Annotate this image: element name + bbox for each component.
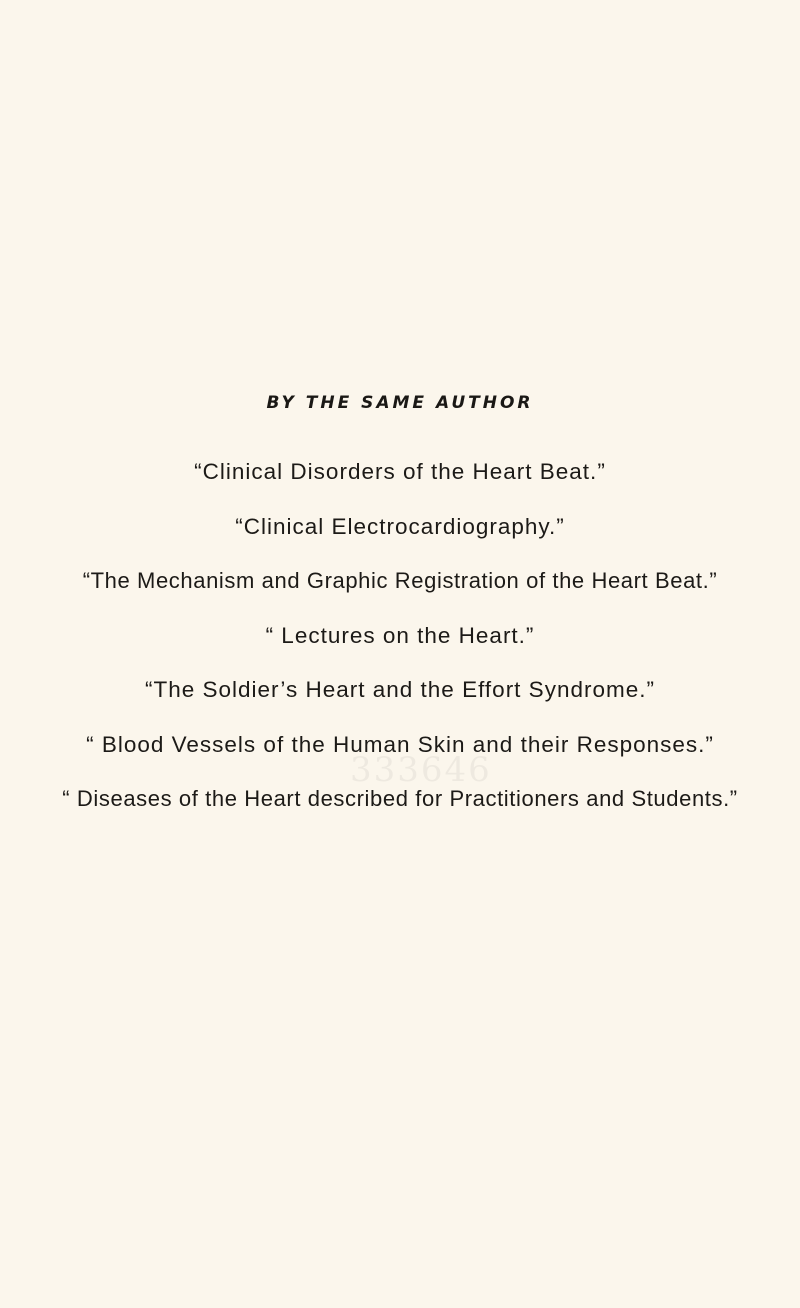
- list-item: “Clinical Disorders of the Heart Beat.”: [194, 459, 606, 484]
- list-item: “Clinical Electrocardiography.”: [235, 513, 565, 539]
- list-item: “The Mechanism and Graphic Registration of the Heart Beat.”: [82, 568, 718, 593]
- list-item: “The Soldier’s Heart and the Effort Syndrome.”: [145, 677, 655, 702]
- list-item: “ Blood Vessels of the Human Skin and their Responses.”: [86, 731, 714, 757]
- page-heading: BY THE SAME AUTHOR: [266, 393, 534, 413]
- list-item: “ Diseases of the Heart described for Practitioners and Students.”: [62, 786, 738, 811]
- library-mark: 333646: [350, 750, 492, 790]
- list-item: “ Lectures on the Heart.”: [265, 622, 535, 648]
